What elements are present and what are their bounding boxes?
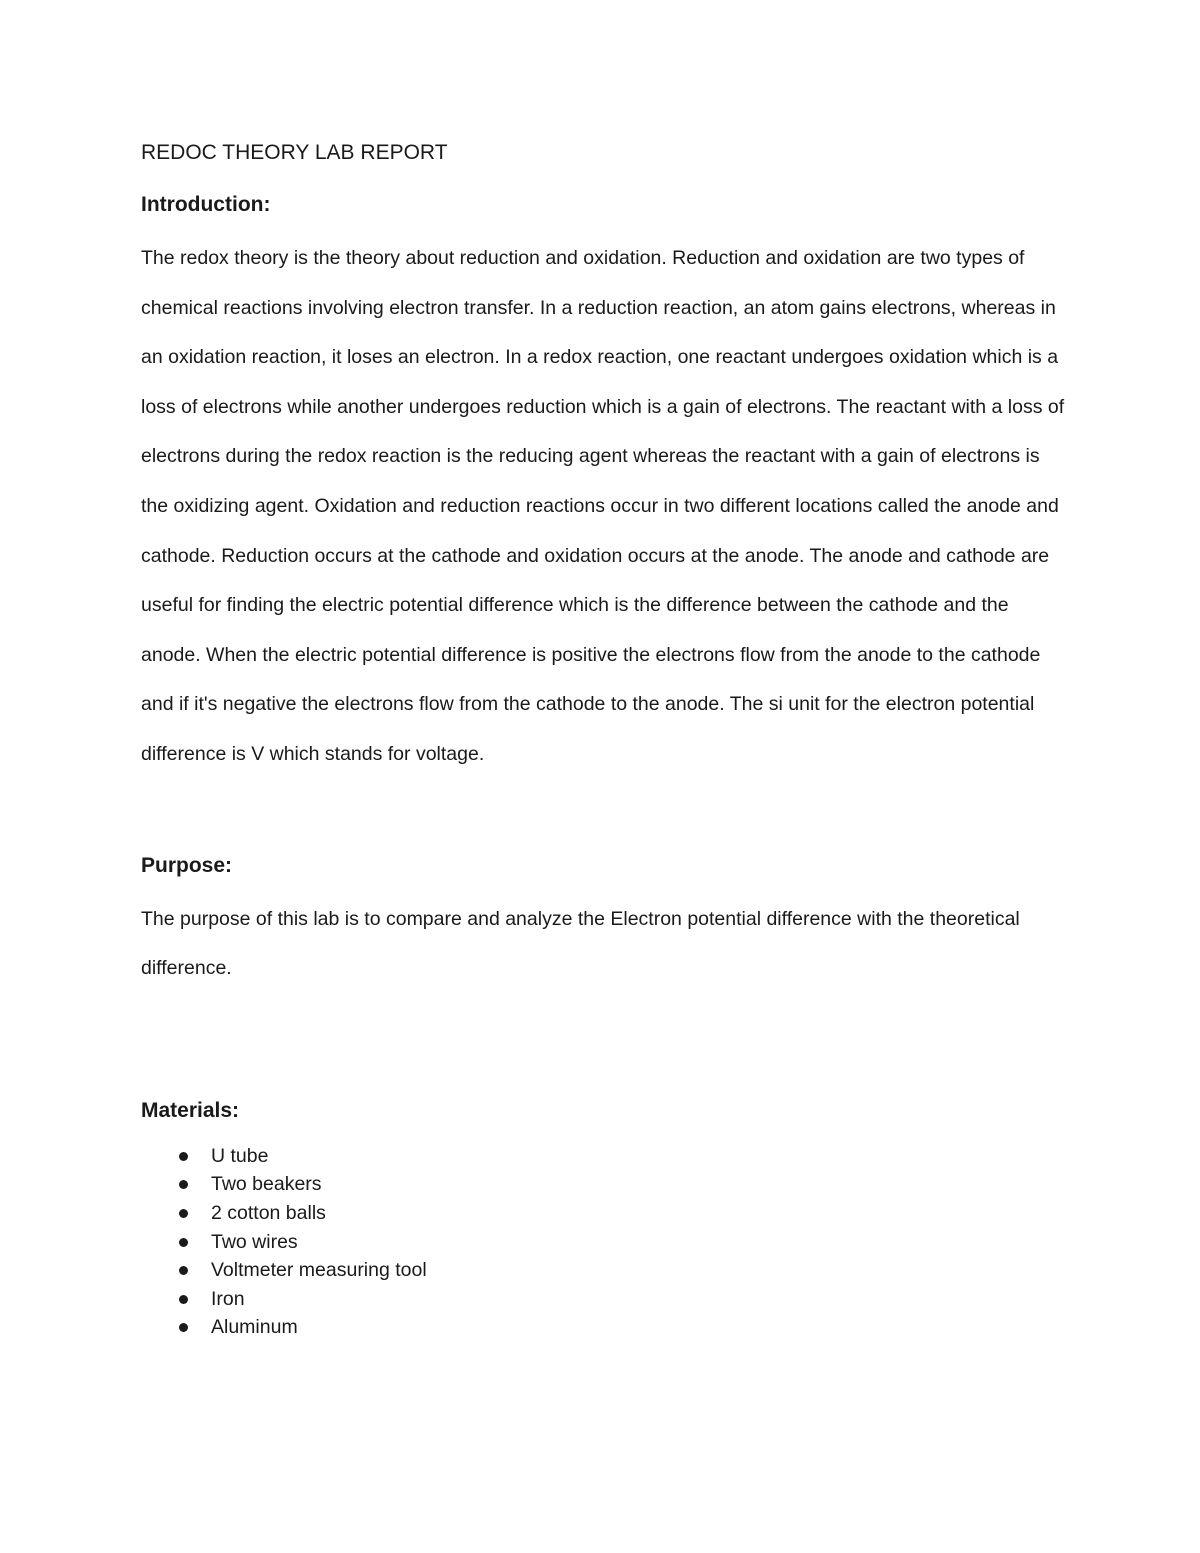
bullet-icon xyxy=(179,1152,188,1161)
list-item-label: Two wires xyxy=(211,1230,298,1253)
bullet-icon xyxy=(179,1266,188,1275)
list-item xyxy=(141,1170,1071,1199)
list-item-label: U tube xyxy=(211,1144,269,1167)
purpose-paragraph: The purpose of this lab is to compare and analyze the Electron potential difference with the theoretical difference. xyxy=(141,907,1020,980)
list-item-label: Two beakers xyxy=(211,1173,322,1196)
bullet-icon xyxy=(179,1238,188,1247)
introduction-heading: Introduction: xyxy=(141,193,271,216)
document-content xyxy=(141,138,1071,1342)
bullet-icon xyxy=(179,1180,188,1189)
list-item-label: Iron xyxy=(211,1287,245,1310)
list-item xyxy=(141,1142,1071,1171)
list-item-label: Aluminum xyxy=(211,1316,298,1339)
bullet-icon xyxy=(179,1295,188,1304)
list-item xyxy=(141,1285,1071,1314)
materials-heading: Materials: xyxy=(141,1098,240,1122)
bullet-icon xyxy=(179,1209,188,1218)
list-item xyxy=(141,1199,1071,1228)
document-title: REDOC THEORY LAB REPORT xyxy=(141,141,448,164)
list-item xyxy=(141,1256,1071,1285)
list-item xyxy=(141,1313,1071,1342)
list-item-label: 2 cotton balls xyxy=(211,1201,326,1224)
list-item-label: Voltmeter measuring tool xyxy=(211,1259,427,1282)
list-item xyxy=(141,1228,1071,1257)
bullet-icon xyxy=(179,1323,188,1332)
purpose-heading: Purpose: xyxy=(141,853,233,877)
materials-list xyxy=(141,1142,1071,1342)
introduction-paragraph: The redox theory is the theory about reduction and oxidation. Reduction and oxidation are two types of chemical reactions involving electron transfer. In a reduction reaction, an atom gains electrons, whereas in an oxidation reaction, it loses an electron. In a redox reaction, one reactant undergoes oxidation which is a loss of electrons while another undergoes reduction which is a gain of electrons. The reactant with a loss of electrons during the redox reaction is the reducing agent whereas the reactant with a gain of electrons is the oxidizing agent. Oxidation and reduction reactions occur in two different locations called the anode and cathode. Reduction occurs at the cathode and oxidation occurs at the anode. The anode and cathode are useful for finding the electric potential difference which is the difference between the cathode and the anode. When the electric potential difference is positive the electrons flow from the anode to the cathode and if it's negative the electrons flow from the cathode to the anode. The si unit for the electron potential difference is V which stands for voltage. xyxy=(141,247,1065,765)
